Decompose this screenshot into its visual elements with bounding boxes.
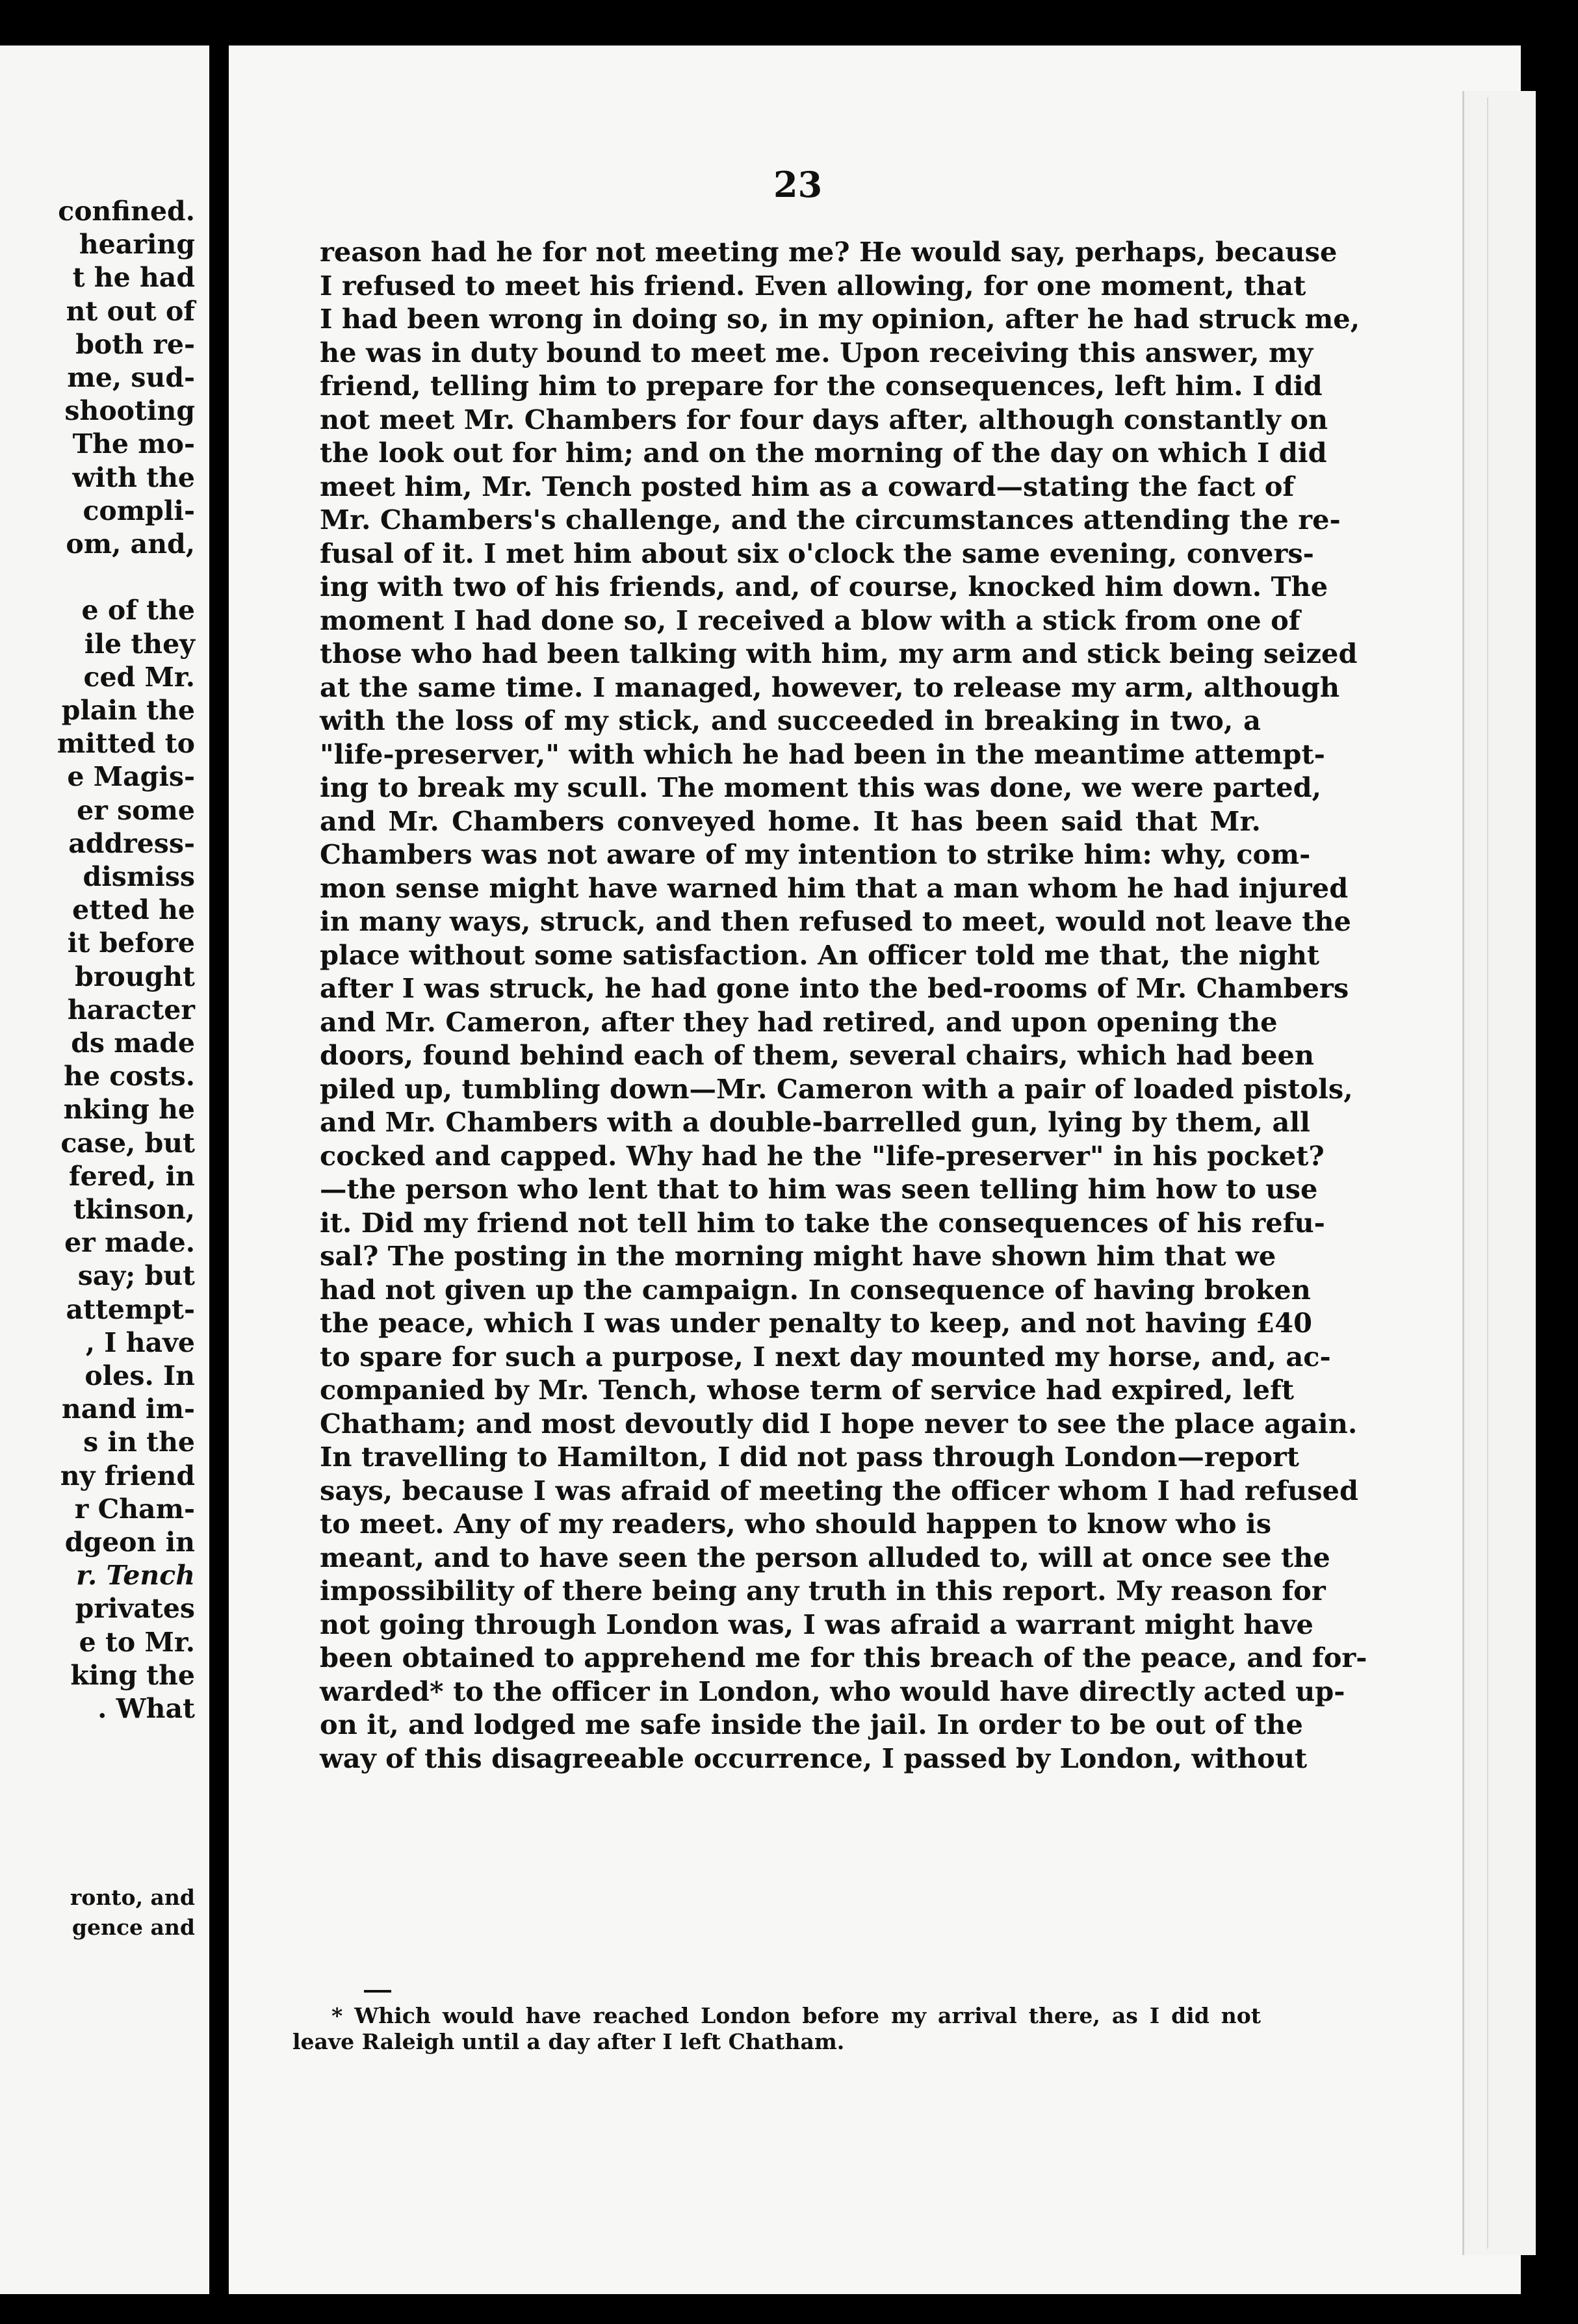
left-page-line: r. Tench: [76, 1560, 195, 1592]
left-page-line: e of the: [81, 595, 195, 626]
footnote-rule: [364, 1990, 391, 1993]
body-text: [320, 235, 1367, 1775]
previous-page-strip: [0, 45, 209, 2294]
text-line: mon sense might have warned him that a man whom he had injured: [320, 872, 1349, 904]
text-line: I refused to meet his friend. Even allowing, for one moment, that: [320, 269, 1306, 302]
text-line: and Mr. Cameron, after they had retired, and upon opening the: [320, 1005, 1278, 1038]
left-page-line: privates: [75, 1593, 195, 1625]
text-line: fusal of it. I met him about six o'clock the same evening, convers-: [320, 537, 1314, 569]
left-page-line: ny friend: [60, 1460, 195, 1491]
text-line: meet him, Mr. Tench posted him as a coward—stating the fact of: [320, 470, 1295, 502]
left-page-line: ced Mr.: [83, 661, 195, 693]
left-page-line: it before: [67, 927, 195, 959]
text-line: sal? The posting in the morning might have shown him that we: [320, 1240, 1276, 1272]
text-line: to spare for such a purpose, I next day mounted my horse, and, ac-: [320, 1340, 1331, 1373]
left-page-line: dismiss: [83, 861, 195, 892]
left-page-line: he costs.: [64, 1061, 195, 1092]
text-line: says, because I was afraid of meeting the officer whom I had refused: [320, 1474, 1358, 1506]
left-page-line: king the: [70, 1659, 195, 1691]
left-page-line: confined.: [58, 196, 195, 227]
left-page-line: nand im-: [61, 1393, 195, 1425]
left-page-line: r Cham-: [74, 1493, 195, 1525]
text-line: and Mr. Chambers with a double-barrelled gun, lying by them, all: [320, 1106, 1310, 1138]
page-number: 23: [773, 164, 823, 205]
text-line: with the loss of my stick, and succeeded in breaking in two, a: [320, 704, 1261, 736]
left-page-line: case, but: [60, 1127, 195, 1159]
left-page-line: nt out of: [66, 295, 195, 327]
left-page-line: er some: [77, 794, 195, 826]
left-page-line: me, sud-: [67, 362, 195, 393]
left-page-line: The mo-: [72, 428, 195, 460]
page-edge-inner: [1487, 97, 1540, 2249]
left-page-line: fered, in: [68, 1160, 195, 1192]
left-page-line: brought: [75, 961, 195, 992]
text-line: reason had he for not meeting me? He would say, perhaps, because: [320, 236, 1338, 268]
text-line: Chatham; and most devoutly did I hope never to see the place again.: [320, 1407, 1358, 1440]
text-line: friend, telling him to prepare for the consequences, left him. I did: [320, 370, 1323, 402]
left-page-line: attempt-: [66, 1293, 195, 1325]
text-line: he was in duty bound to meet me. Upon receiving this answer, my: [320, 336, 1313, 368]
left-page-line: . What: [97, 1693, 195, 1724]
text-line: piled up, tumbling down—Mr. Cameron with a pair of loaded pistols,: [320, 1072, 1353, 1105]
left-page-line: e to Mr.: [79, 1626, 195, 1658]
text-line: on it, and lodged me safe inside the jail. In order to be out of the: [320, 1709, 1303, 1740]
left-page-line: , I have: [85, 1326, 195, 1358]
text-line: doors, found behind each of them, several chairs, which had been: [320, 1039, 1315, 1071]
text-line: the peace, which I was under penalty to keep, and not having £40: [320, 1307, 1312, 1339]
text-line: moment I had done so, I received a blow with a stick from one of: [320, 604, 1300, 636]
left-page-line: ile they: [84, 628, 195, 660]
text-line: —the person who lent that to him was seen telling him how to use: [320, 1173, 1318, 1205]
text-line: companied by Mr. Tench, whose term of service had expired, left: [320, 1374, 1295, 1406]
text-line: ing to break my scull. The moment this was done, we were parted,: [320, 771, 1322, 803]
text-line: impossibility of there being any truth in this report. My reason for: [320, 1575, 1326, 1607]
left-page-line: haracter: [67, 994, 195, 1026]
text-line: been obtained to apprehend me for this breach of the peace, and for-: [320, 1642, 1367, 1673]
left-page-line: nking he: [63, 1094, 195, 1126]
text-line: at the same time. I managed, however, to release my arm, although: [320, 671, 1340, 703]
text-line: those who had been talking with him, my arm and stick being seized: [320, 638, 1358, 669]
left-page-line: e Magis-: [67, 761, 195, 793]
text-line: Mr. Chambers's challenge, and the circumstances attending the re-: [320, 504, 1341, 536]
text-line: the look out for him; and on the morning of the day on which I did: [320, 437, 1327, 469]
left-page-line: mitted to: [57, 728, 195, 760]
text-line: Chambers was not aware of my intention to strike him: why, com-: [320, 838, 1311, 870]
text-line: In travelling to Hamilton, I did not pass through London—report: [320, 1441, 1299, 1473]
left-page-line: om, and,: [66, 528, 195, 560]
text-line: after I was struck, he had gone into the bed-rooms of Mr. Chambers: [320, 972, 1349, 1004]
text-line: ing with two of his friends, and, of course, knocked him down. The: [320, 571, 1328, 602]
left-page-line: both re-: [75, 328, 195, 360]
left-page-line: tkinson,: [73, 1194, 195, 1225]
left-page-line: say; but: [77, 1260, 195, 1292]
text-line: in many ways, struck, and then refused to meet, would not leave the: [320, 905, 1351, 937]
text-line: place without some satisfaction. An officer told me that, the night: [320, 938, 1320, 971]
text-line: way of this disagreeable occurrence, I passed by London, without: [320, 1742, 1308, 1774]
left-page-line: ds made: [71, 1027, 195, 1059]
text-line: not meet Mr. Chambers for four days after, although constantly on: [320, 403, 1328, 435]
text-line: cocked and capped. Why had he the "life-preserver" in his pocket?: [320, 1139, 1325, 1172]
text-line: warded* to the officer in London, who would have directly acted up-: [320, 1675, 1345, 1707]
left-page-line: etted he: [72, 894, 195, 926]
left-page-footnote-line: ronto, and: [70, 1885, 195, 1910]
text-line: to meet. Any of my readers, who should happen to know who is: [320, 1508, 1272, 1540]
footnote: [292, 2003, 1261, 2055]
text-line: and Mr. Chambers conveyed home. It has been said that Mr.: [320, 805, 1261, 837]
left-page-line: dgeon in: [64, 1527, 195, 1558]
left-page-line: t he had: [72, 262, 195, 294]
left-page-line: hearing: [79, 229, 195, 261]
left-page-line: plain the: [61, 695, 195, 726]
text-line: "life-preserver," with which he had been in the meantime attempt-: [320, 738, 1325, 770]
left-page-line: compli-: [83, 495, 195, 526]
text-line: meant, and to have seen the person alluded to, will at once see the: [320, 1541, 1330, 1573]
footnote-line: leave Raleigh until a day after I left Chatham.: [292, 2029, 845, 2054]
left-page-line: with the: [72, 461, 195, 493]
text-line: I had been wrong in doing so, in my opinion, after he had struck me,: [320, 303, 1360, 335]
text-line: had not given up the campaign. In consequence of having broken: [320, 1273, 1311, 1306]
left-page-line: address-: [68, 827, 195, 859]
left-page-line: er made.: [64, 1227, 195, 1259]
left-page-line: shooting: [64, 395, 195, 427]
left-page-footnote-line: gence and: [71, 1915, 195, 1940]
footnote-line: * Which would have reached London before my arrival there, as I did not: [331, 2003, 1261, 2028]
text-line: not going through London was, I was afraid a warrant might have: [320, 1608, 1313, 1640]
left-page-line: oles. In: [84, 1360, 195, 1391]
text-line: it. Did my friend not tell him to take the consequences of his refu-: [320, 1206, 1325, 1239]
left-page-line: s in the: [83, 1427, 195, 1458]
